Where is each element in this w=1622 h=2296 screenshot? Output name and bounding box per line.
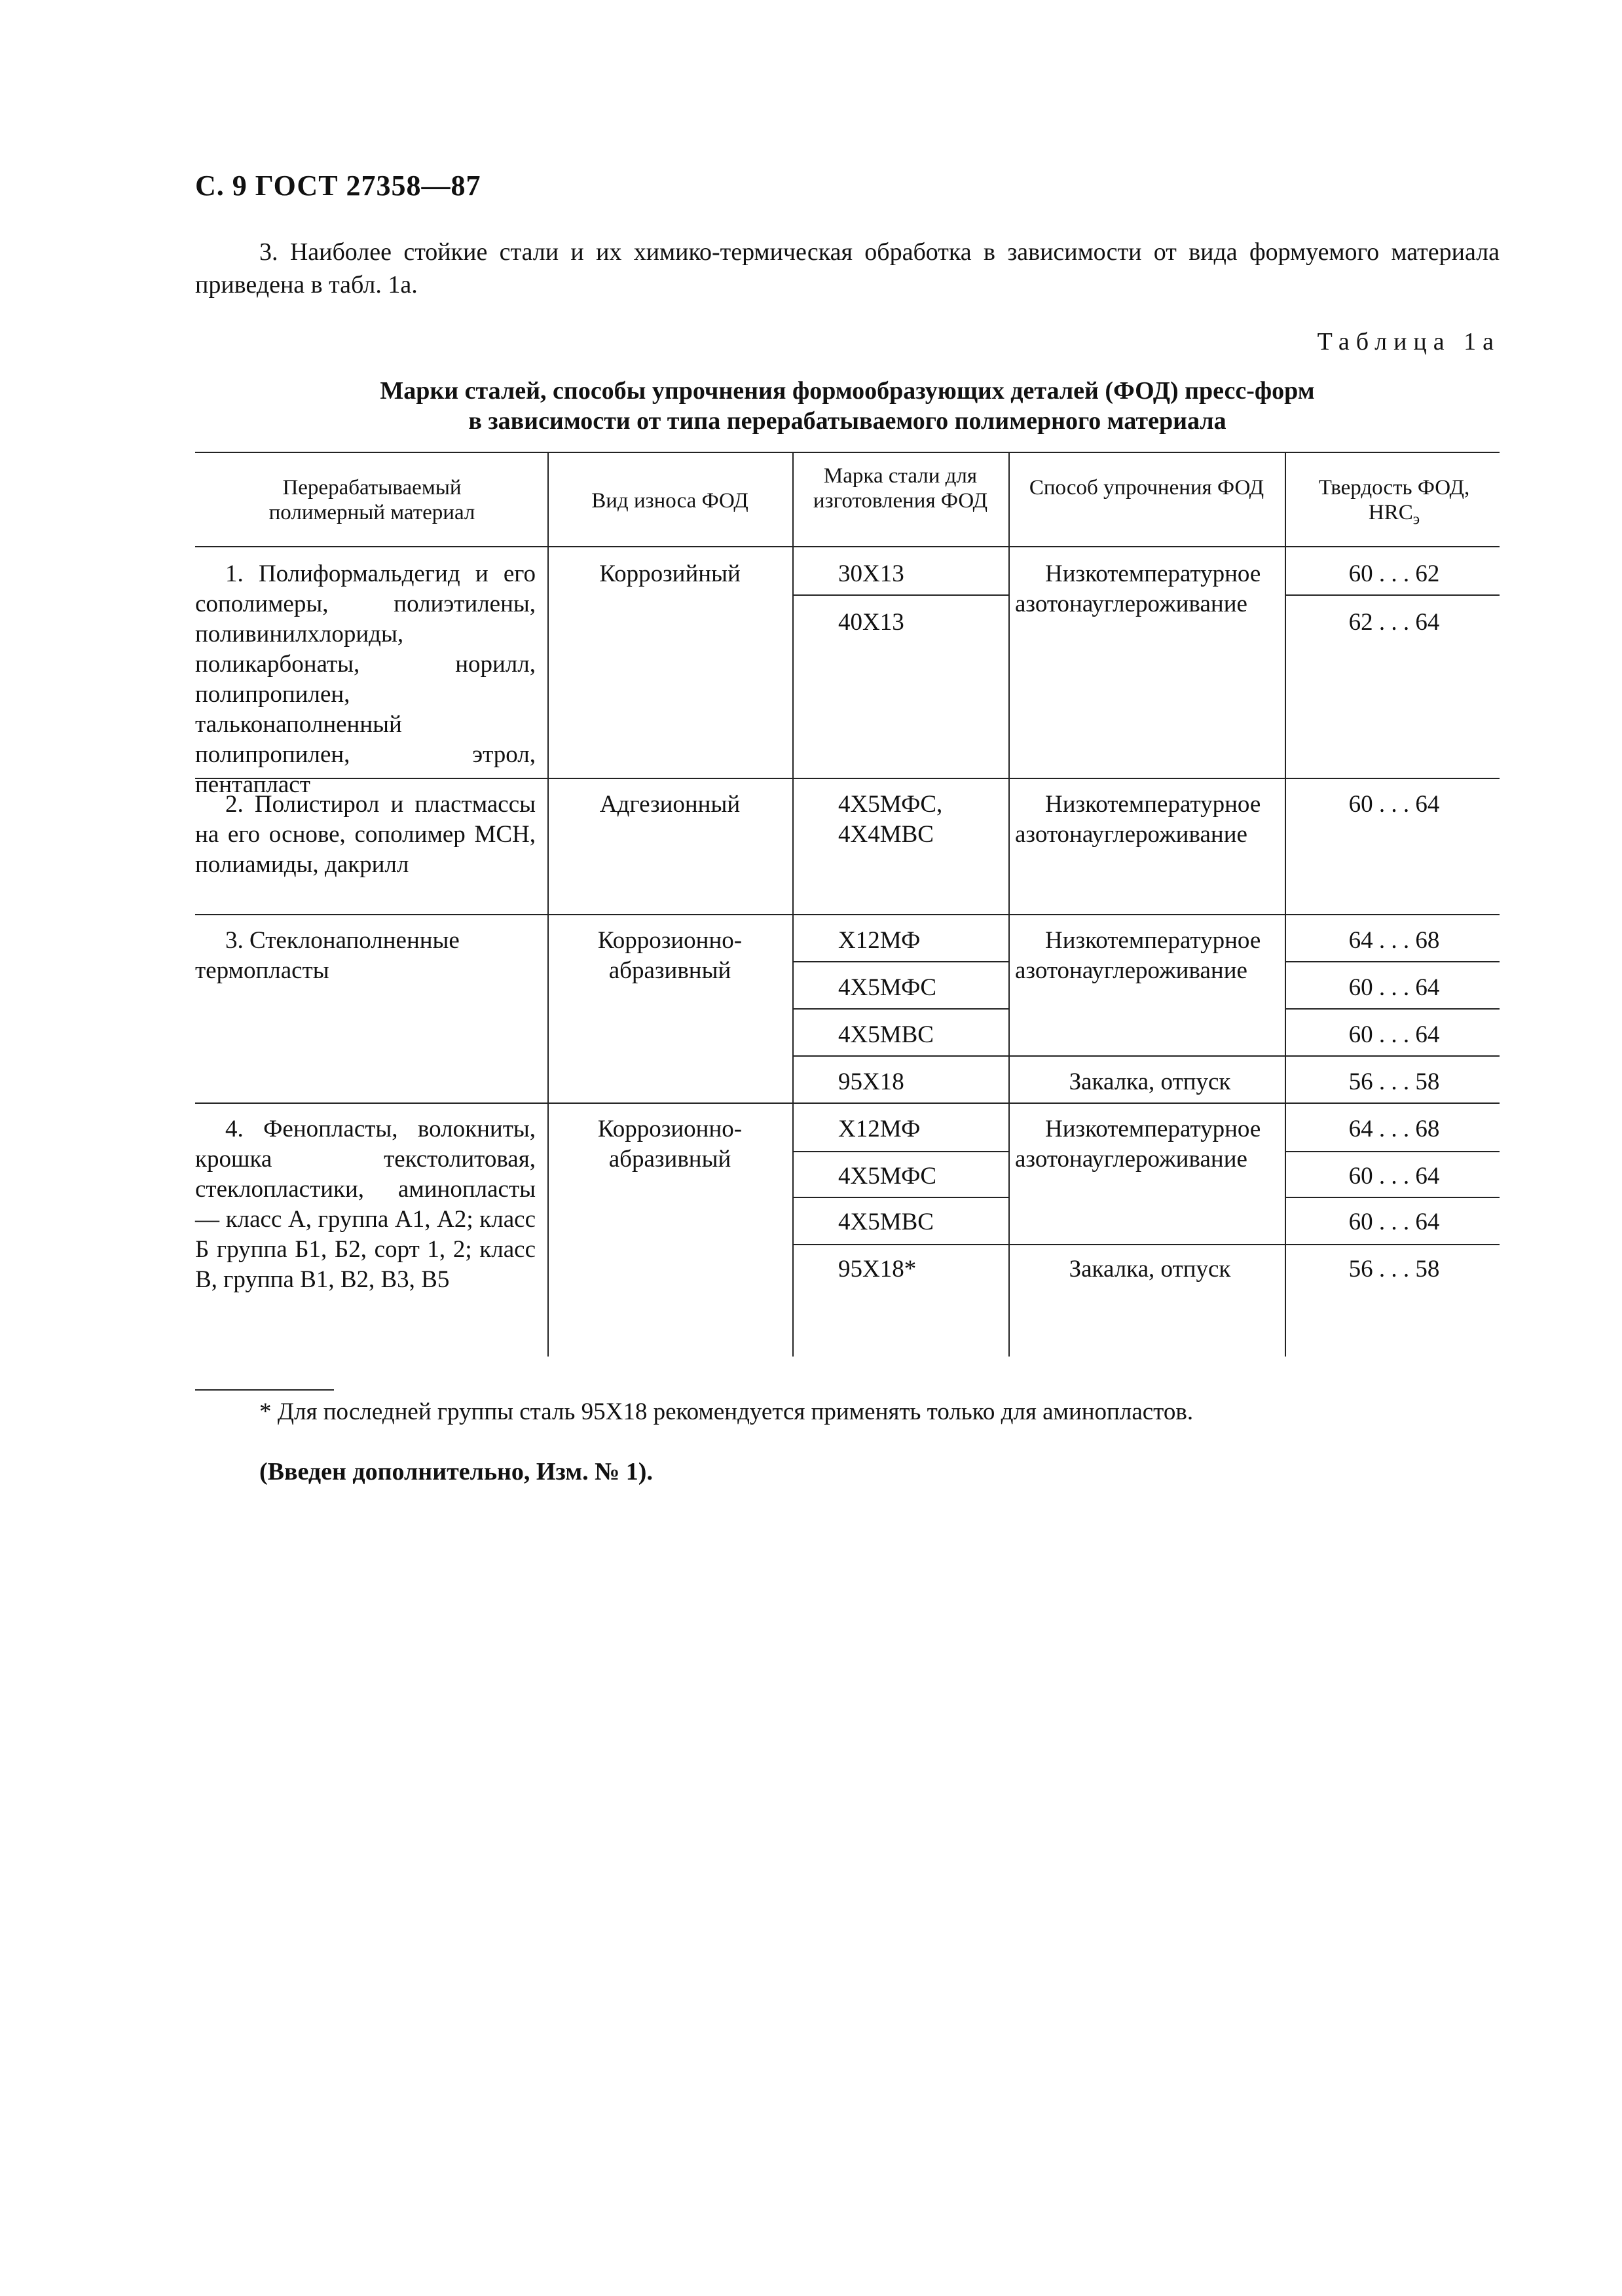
column-rule bbox=[1285, 452, 1286, 1357]
row-3-hardness-4: 56 . . . 58 bbox=[1348, 1068, 1440, 1095]
row-3-wear: Коррозионно-абразивный bbox=[597, 927, 743, 984]
row-1-method: Низкотемпературное азотонауглероживание bbox=[1015, 560, 1261, 617]
row-4-material: 4. Фенопласты, волокниты, крошка текстолитовая, стеклопластики, аминопласты — класс А, группа А1, А2; класс Б группа Б1, Б2, сорт 1, 2; класс В, группа В1, В2, В3, В5 bbox=[195, 1116, 536, 1293]
row-4-inner-rule bbox=[792, 1244, 1500, 1245]
row-separator bbox=[195, 914, 1500, 915]
column-rule bbox=[547, 452, 549, 1357]
row-3-steel-4: 95Х18 bbox=[838, 1068, 904, 1095]
row-4-steel-4: 95Х18* bbox=[838, 1256, 917, 1283]
row-1-wear: Коррозийный bbox=[599, 560, 741, 587]
row-1-steel-2: 40Х13 bbox=[838, 609, 904, 636]
page-header: С. 9 ГОСТ 27358—87 bbox=[195, 170, 481, 202]
row-4-hardness-1: 64 . . . 68 bbox=[1348, 1116, 1440, 1142]
footnote: * Для последней группы сталь 95Х18 рекомендуется применять только для аминопластов. bbox=[259, 1398, 1194, 1425]
row-3-inner-rule bbox=[1285, 1008, 1500, 1010]
intro-paragraph: 3. Наиболее стойкие стали и их химико-термическая обработка в зависимости от вида формуемого материала приведена в табл. 1а. bbox=[195, 238, 1500, 299]
row-1-inner-rule bbox=[792, 594, 1008, 596]
row-4-method-1: Низкотемпературное азотонауглероживание bbox=[1015, 1116, 1261, 1173]
row-2-wear: Адгезионный bbox=[599, 791, 741, 818]
row-4-hardness-3: 60 . . . 64 bbox=[1348, 1209, 1440, 1235]
table-label: Таблица 1а bbox=[1317, 328, 1500, 355]
table-top-rule bbox=[195, 452, 1500, 453]
amendment-note: (Введен дополнительно, Изм. № 1). bbox=[259, 1458, 653, 1485]
row-4-method-2: Закалка, отпуск bbox=[1069, 1256, 1231, 1283]
row-4-inner-rule bbox=[792, 1197, 1008, 1198]
table-title-line-1: Марки сталей, способы упрочнения формообразующих деталей (ФОД) пресс-форм bbox=[380, 377, 1315, 405]
row-4-wear: Коррозионно-абразивный bbox=[597, 1116, 743, 1173]
row-3-method-1: Низкотемпературное азотонауглероживание bbox=[1015, 927, 1261, 984]
table-title-line-2: в зависимости от типа перерабатываемого полимерного материала bbox=[468, 407, 1226, 435]
header-hardness-subscript: э bbox=[1412, 511, 1420, 528]
row-1-steel-1: 30Х13 bbox=[838, 560, 904, 587]
row-3-inner-rule bbox=[792, 1008, 1008, 1010]
row-2-material: 2. Полистирол и пластмассы на его основе, сополимер МСН, полиамиды, дакрилл bbox=[195, 791, 536, 878]
row-3-material: 3. Стеклонаполненные термопласты bbox=[195, 927, 460, 984]
row-4-steel-1: Х12МФ bbox=[838, 1116, 921, 1142]
row-3-inner-rule bbox=[792, 1055, 1500, 1057]
row-separator bbox=[195, 1102, 1500, 1104]
steel-table bbox=[195, 452, 1500, 1357]
table-title bbox=[195, 376, 1500, 436]
row-4-inner-rule bbox=[1285, 1151, 1500, 1152]
column-rule bbox=[792, 452, 794, 1357]
row-2-hardness: 60 . . . 64 bbox=[1348, 791, 1440, 818]
row-3-steel-2: 4Х5МФС bbox=[838, 974, 937, 1001]
row-3-method-2: Закалка, отпуск bbox=[1069, 1068, 1231, 1095]
row-4-hardness-4: 56 . . . 58 bbox=[1348, 1256, 1440, 1283]
footnote-rule bbox=[195, 1389, 334, 1391]
row-1-hardness-1: 60 . . . 62 bbox=[1348, 560, 1440, 587]
row-3-inner-rule bbox=[792, 961, 1008, 962]
row-4-steel-3: 4Х5МВС bbox=[838, 1209, 934, 1235]
header-steel: Марка стали для изготовления ФОД bbox=[813, 464, 988, 513]
row-1-material: 1. Полиформальдегид и его сополимеры, полиэтилены, поливинилхлориды, поликарбонаты, норилл, полипропилен, тальконаполненный полипропилен, этрол, пентапласт bbox=[195, 560, 536, 798]
row-4-inner-rule bbox=[792, 1151, 1008, 1152]
row-4-hardness-2: 60 . . . 64 bbox=[1348, 1163, 1440, 1190]
row-2-steel: 4Х5МФС, 4Х4МВС bbox=[838, 791, 943, 848]
header-wear: Вид износа ФОД bbox=[591, 489, 748, 513]
header-bottom-rule bbox=[195, 546, 1500, 547]
row-3-hardness-1: 64 . . . 68 bbox=[1348, 927, 1440, 954]
row-3-hardness-3: 60 . . . 64 bbox=[1348, 1021, 1440, 1048]
row-1-hardness-2: 62 . . . 64 bbox=[1348, 609, 1440, 636]
header-hardness bbox=[1306, 475, 1483, 532]
row-3-steel-1: Х12МФ bbox=[838, 927, 921, 954]
column-rule bbox=[1008, 452, 1010, 1357]
row-4-inner-rule bbox=[1285, 1197, 1500, 1198]
row-3-steel-3: 4Х5МВС bbox=[838, 1021, 934, 1048]
row-3-hardness-2: 60 . . . 64 bbox=[1348, 974, 1440, 1001]
header-hardness-label: Твердость ФОД, HRC bbox=[1318, 476, 1470, 524]
row-1-inner-rule bbox=[1285, 594, 1500, 596]
row-2-method: Низкотемпературное азотонауглероживание bbox=[1015, 791, 1261, 848]
row-3-inner-rule bbox=[1285, 961, 1500, 962]
header-material: Перерабатываемый полимерный материал bbox=[268, 476, 475, 524]
row-4-steel-2: 4Х5МФС bbox=[838, 1163, 937, 1190]
header-method: Способ упрочнения ФОД bbox=[1029, 476, 1264, 500]
